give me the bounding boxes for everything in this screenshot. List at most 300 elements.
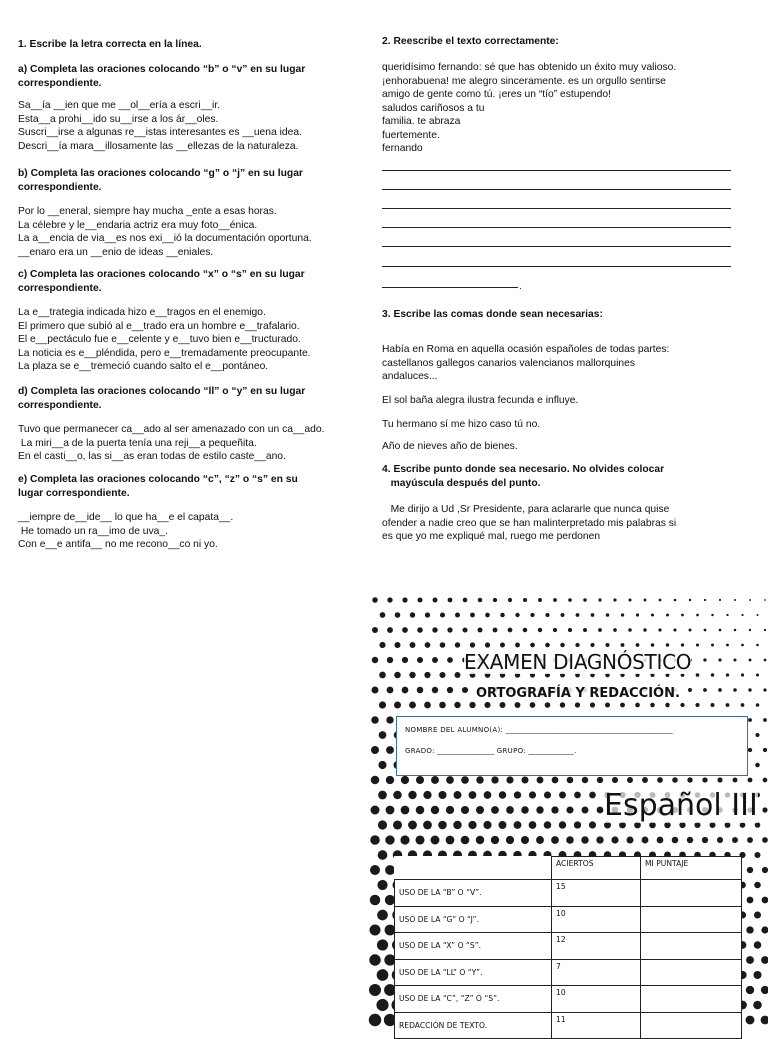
answer-line[interactable]	[382, 208, 731, 209]
decorative-dot	[386, 776, 394, 784]
q2-text-line: fernando	[382, 143, 423, 154]
decorative-dot	[453, 821, 461, 829]
decorative-dot	[754, 882, 761, 889]
q2-text-line: queridísimo fernando: sé que has obtenido un éxito muy valioso.	[382, 62, 677, 73]
topic-cell: USO DE LA “LL” O “Y”.	[395, 959, 552, 986]
decorative-dot	[559, 792, 566, 799]
decorative-dot	[566, 806, 573, 813]
decorative-dot	[409, 672, 415, 678]
decorative-dot	[416, 806, 425, 815]
decorative-dot	[590, 643, 594, 647]
answer-line[interactable]	[382, 227, 731, 228]
decorative-dot	[432, 627, 437, 632]
decorative-dot	[386, 806, 395, 815]
decorative-dot	[696, 673, 700, 677]
decorative-dot	[740, 822, 746, 828]
decorative-dot	[741, 673, 744, 676]
decorative-dot	[440, 642, 446, 648]
decorative-dot	[756, 644, 759, 647]
decorative-dot	[561, 613, 565, 617]
student-name-field[interactable]: NOMBRE DEL ALUMNO(A): ____________________________________________	[405, 726, 673, 734]
decorative-dot	[476, 806, 484, 814]
hits-cell: 15	[552, 880, 641, 907]
decorative-dot	[575, 643, 579, 647]
decorative-dot	[764, 599, 766, 601]
student-info-box	[396, 716, 748, 776]
decorative-dot	[440, 612, 445, 617]
decorative-dot	[762, 897, 768, 904]
decorative-dot	[523, 628, 528, 633]
decorative-dot	[379, 672, 386, 679]
decorative-dot	[393, 820, 402, 829]
question-1-title: 1. Escribe la letra correcta en la línea.	[18, 39, 202, 50]
decorative-dot	[620, 703, 625, 708]
decorative-dot	[545, 643, 550, 648]
decorative-dot	[432, 657, 438, 663]
section-b-instruction: b) Completa las oraciones colocando “g” o “j” en su lugar correspondiente.	[18, 168, 303, 193]
decorative-dot	[529, 821, 537, 829]
decorative-dot	[447, 627, 452, 632]
decorative-dot	[386, 746, 394, 754]
decorative-dot	[591, 613, 595, 617]
decorative-dot	[681, 614, 684, 617]
decorative-dot	[574, 821, 581, 828]
decorative-dot	[711, 644, 714, 647]
decorative-dot	[401, 776, 409, 784]
section-c-line: La noticia es e__pléndida, pero e__tremadamente preocupante.	[18, 347, 311, 359]
decorative-dot	[508, 628, 513, 633]
decorative-dot	[755, 822, 761, 828]
decorative-dot	[566, 836, 574, 844]
section-e-instruction: e) Completa las oraciones colocando “c”, “z” o “s” en su lugar correspondiente.	[18, 474, 298, 499]
decorative-dot	[612, 777, 618, 783]
decorative-dot	[402, 687, 409, 694]
decorative-dot	[689, 629, 692, 632]
decorative-dot	[372, 627, 378, 633]
decorative-dot	[378, 820, 387, 829]
section-c-line: El primero que subió al e__trado era un hombre e__trafalario.	[18, 320, 300, 332]
hits-cell: 11	[552, 1012, 641, 1039]
decorative-dot	[370, 865, 380, 875]
decorative-dot	[484, 791, 492, 799]
decorative-dot	[476, 836, 484, 844]
score-cell[interactable]	[641, 959, 742, 986]
decorative-dot	[688, 688, 692, 692]
decorative-dot	[491, 836, 499, 844]
section-a-line: Esta__a prohi__ido su__irse a los ár__oles.	[18, 113, 219, 125]
decorative-dot	[439, 672, 445, 678]
decorative-dot	[755, 763, 760, 768]
question-3-title: 3. Escribe las comas donde sean necesarias:	[382, 309, 603, 320]
answer-line[interactable]	[382, 266, 731, 267]
topic-cell: REDACCIÓN DE TEXTO.	[395, 1012, 552, 1039]
decorative-dot	[377, 969, 389, 981]
decorative-dot	[626, 836, 633, 843]
decorative-dot	[717, 777, 722, 782]
decorative-dot	[613, 598, 616, 601]
decorative-dot	[425, 612, 430, 617]
decorative-dot	[462, 687, 468, 693]
decorative-dot	[506, 836, 514, 844]
decorative-dot	[500, 642, 505, 647]
decorative-dot	[438, 821, 447, 830]
decorative-dot	[621, 613, 624, 616]
decorative-dot	[644, 599, 647, 602]
decorative-dot	[560, 643, 564, 647]
decorative-dot	[748, 718, 752, 722]
decorative-dot	[719, 599, 721, 601]
decorative-dot	[402, 657, 408, 663]
decorative-dot	[402, 627, 408, 633]
decorative-dot	[447, 687, 453, 693]
decorative-dot	[470, 642, 475, 647]
decorative-dot	[468, 821, 476, 829]
decorative-dot	[747, 867, 753, 873]
decorative-dot	[553, 628, 557, 632]
decorative-dot	[590, 702, 595, 707]
decorative-dot	[423, 791, 431, 799]
decorative-dot	[446, 836, 455, 845]
decorative-dot	[732, 777, 737, 782]
section-c-line: La e__trategia indicada hizo e__tragos en el enemigo.	[18, 307, 266, 318]
decorative-dot	[401, 806, 410, 815]
decorative-dot	[583, 598, 586, 601]
decorative-dot	[433, 598, 438, 603]
q3-item: Año de nieves año de bienes.	[382, 441, 518, 452]
decorative-dot	[372, 657, 379, 664]
decorative-dot	[764, 629, 766, 631]
decorative-dot	[567, 777, 574, 784]
decorative-dot	[582, 807, 589, 814]
decorative-dot	[666, 643, 669, 646]
decorative-dot	[370, 925, 381, 936]
section-a-line: Descri__ía mara__illosamente las __ellezas de la naturaleza.	[18, 140, 299, 152]
decorative-dot	[432, 687, 438, 693]
decorative-dot	[763, 718, 767, 722]
decorative-dot	[455, 613, 460, 618]
decorative-dot	[469, 791, 477, 799]
hits-cell: 10	[552, 906, 641, 933]
decorative-dot	[446, 806, 454, 814]
decorative-dot	[606, 643, 610, 647]
decorative-dot	[763, 748, 767, 752]
decorative-dot	[650, 703, 655, 708]
decorative-dot	[394, 701, 401, 708]
decorative-dot	[636, 613, 639, 616]
score-cell[interactable]	[641, 986, 742, 1013]
table-header-cell: ACIERTOS	[552, 857, 641, 880]
q3-item: Había en Roma en aquella ocasión españoles de todas partes: castellanos gallegos canarios valencianos mallorquines andaluces...	[382, 344, 670, 382]
decorative-dot	[574, 792, 581, 799]
decorative-dot	[756, 673, 759, 676]
decorative-dot	[754, 941, 762, 949]
decorative-dot	[431, 836, 440, 845]
decorative-dot	[717, 837, 723, 843]
decorative-dot	[395, 612, 401, 618]
decorative-dot	[424, 672, 430, 678]
decorative-dot	[455, 672, 461, 678]
decorative-dot	[447, 657, 453, 663]
decorative-dot	[376, 999, 388, 1011]
section-b-line: Por lo __eneral, siempre hay mucha _ente a esas horas.	[18, 206, 277, 217]
decorative-dot	[378, 761, 386, 769]
decorative-dot	[741, 644, 744, 647]
decorative-dot	[484, 702, 490, 708]
decorative-dot	[380, 612, 386, 618]
decorative-dot	[394, 672, 401, 679]
decorative-dot	[446, 776, 454, 784]
section-e-line: He tomado un ra__imo de uva_.	[18, 525, 168, 537]
table-row	[395, 933, 742, 960]
decorative-dot	[379, 731, 387, 739]
decorative-dot	[596, 836, 603, 843]
decorative-dot	[530, 613, 534, 617]
decorative-dot	[438, 791, 446, 799]
decorative-dot	[463, 598, 468, 603]
decorative-dot	[726, 644, 729, 647]
q4-text: Me dirijo a Ud ,Sr Presidente, para aclararle que nunca quise ofender a nadie creo que se han malinterpretado mis palabras si es que yo me expliqué mal, ruego me perdonen	[382, 504, 677, 542]
decorative-dot	[657, 777, 663, 783]
decorative-dot	[417, 687, 424, 694]
q2-text-line: saludos cariñosos a tu	[382, 102, 485, 114]
decorative-dot	[749, 629, 751, 631]
decorative-dot	[521, 836, 529, 844]
decorative-dot	[687, 777, 692, 782]
decorative-dot	[628, 628, 632, 632]
decorative-dot	[719, 629, 722, 632]
decorative-dot	[416, 776, 424, 784]
decorative-dot	[410, 642, 416, 648]
decorative-dot	[627, 777, 633, 783]
decorative-dot	[704, 629, 707, 632]
decorative-dot	[491, 806, 499, 814]
decorative-dot	[659, 599, 662, 602]
decorative-dot	[598, 598, 601, 601]
decorative-dot	[461, 806, 469, 814]
decorative-dot	[499, 702, 505, 708]
decorative-dot	[370, 835, 380, 845]
section-e-line: __iempre de__ide__ lo que ha__e el capata__.	[18, 512, 234, 523]
decorative-dot	[756, 614, 758, 616]
decorative-dot	[628, 598, 631, 601]
decorative-dot	[749, 599, 751, 601]
score-cell[interactable]	[641, 933, 742, 960]
topic-cell: USO DE LA “B” O “V”.	[395, 880, 552, 907]
decorative-dot	[544, 821, 552, 829]
decorative-dot	[575, 702, 580, 707]
decorative-dot	[417, 657, 423, 663]
cover-page	[370, 594, 768, 1030]
decorative-dot	[377, 880, 387, 890]
decorative-dot	[689, 599, 691, 601]
decorative-dot	[461, 836, 470, 845]
decorative-dot	[611, 836, 618, 843]
table-row	[395, 880, 742, 907]
decorative-dot	[393, 791, 402, 800]
decorative-dot	[508, 598, 512, 602]
decorative-dot	[636, 643, 640, 647]
decorative-dot	[559, 821, 566, 828]
decorative-dot	[703, 658, 706, 661]
decorative-dot	[493, 598, 497, 602]
decorative-dot	[485, 642, 490, 647]
decorative-dot	[387, 597, 392, 602]
decorative-dot	[462, 627, 467, 632]
decorative-dot	[606, 613, 610, 617]
decorative-dot	[658, 628, 661, 631]
table-row	[395, 959, 742, 986]
section-d-line: En el casti__o, las si__as eran todas de estilo caste__ano.	[18, 451, 286, 462]
table-header-cell: MI PUNTAJE	[641, 857, 742, 880]
score-cell[interactable]	[641, 880, 742, 907]
answer-line[interactable]	[382, 287, 518, 288]
decorative-dot	[369, 984, 381, 996]
decorative-dot	[747, 897, 754, 904]
section-b-line: La célebre y le__endaria actriz era muy foto__énica.	[18, 219, 258, 231]
decorative-dot	[431, 776, 439, 784]
decorative-dot	[454, 702, 460, 708]
decorative-dot	[483, 821, 491, 829]
decorative-dot	[417, 597, 422, 602]
decorative-dot	[410, 612, 415, 617]
score-table	[394, 856, 742, 1039]
decorative-dot	[756, 703, 760, 707]
decorative-dot	[500, 613, 505, 618]
decorative-dot	[613, 628, 617, 632]
decorative-dot	[642, 777, 648, 783]
decorative-dot	[417, 627, 423, 633]
decorative-dot	[748, 748, 752, 752]
decorative-dot	[454, 791, 462, 799]
decorative-dot	[425, 642, 431, 648]
decorative-dot	[394, 642, 400, 648]
decorative-dot	[387, 627, 393, 633]
decorative-dot	[741, 703, 745, 707]
decorative-dot	[746, 956, 754, 964]
decorative-dot	[499, 821, 507, 829]
decorative-dot	[762, 807, 767, 812]
decorative-dot	[379, 642, 385, 648]
score-cell[interactable]	[641, 906, 742, 933]
decorative-dot	[597, 777, 603, 783]
decorative-dot	[538, 598, 542, 602]
decorative-dot	[529, 791, 536, 798]
decorative-dot	[478, 628, 483, 633]
decorative-dot	[643, 628, 646, 631]
decorative-dot	[703, 688, 707, 692]
decorative-dot	[748, 778, 753, 783]
answer-line[interactable]	[382, 189, 731, 190]
question-4-title: 4. Escribe punto donde sea necesario. No olvides colocar mayúscula después del punto.	[382, 464, 665, 489]
decorative-dot	[732, 837, 738, 843]
decorative-dot	[470, 613, 475, 618]
question-2-title: 2. Reescribe el texto correctamente:	[382, 36, 559, 47]
decorative-dot	[605, 703, 610, 708]
decorative-dot	[499, 791, 507, 799]
decorative-dot	[589, 792, 596, 799]
decorative-dot	[576, 613, 580, 617]
decorative-dot	[726, 673, 729, 676]
q2-text-line: amigo de gente como tú. ¡eres un “tío” estupendo!	[382, 89, 611, 100]
decorative-dot	[583, 628, 587, 632]
hits-cell: 10	[552, 986, 641, 1013]
decorative-dot	[754, 852, 760, 858]
decorative-dot	[560, 702, 565, 707]
decorative-dot	[726, 614, 728, 616]
decorative-dot	[657, 837, 664, 844]
topic-cell: USO DE LA “X” O “S”.	[395, 933, 552, 960]
decorative-dot	[734, 599, 736, 601]
decorative-dot	[746, 1016, 755, 1025]
decorative-dot	[651, 613, 654, 616]
decorative-dot	[400, 835, 409, 844]
decorative-dot	[761, 926, 768, 933]
decorative-dot	[764, 659, 767, 662]
decorative-dot	[718, 688, 722, 692]
decorative-dot	[666, 614, 669, 617]
table-row	[395, 906, 742, 933]
decorative-dot	[672, 777, 678, 783]
score-cell[interactable]	[641, 1012, 742, 1039]
q3-item: Tu hermano sí me hizo caso tú no.	[382, 419, 541, 430]
exam-subtitle: ORTOGRAFÍA Y REDACCIÓN.	[476, 686, 680, 701]
decorative-dot	[761, 1016, 768, 1025]
q2-text-line: ¡enhorabuena! me alegro sinceramente. es un orgullo sentirse	[382, 75, 666, 87]
decorative-dot	[702, 777, 707, 782]
section-a-line: Sa__ía __ien que me __ol__ería a escri__ir.	[18, 100, 221, 111]
decorative-dot	[379, 701, 386, 708]
decorative-dot	[635, 703, 640, 708]
decorative-dot	[431, 806, 439, 814]
q2-text-line: fuertemente.	[382, 129, 440, 141]
decorative-dot	[696, 643, 699, 646]
hits-cell: 7	[552, 959, 641, 986]
decorative-dot	[749, 659, 752, 662]
decorative-dot	[514, 791, 521, 798]
section-d-line: La miri__a de la puerta tenía una reji__a pequeñita.	[18, 437, 257, 449]
section-b-line: __enaro era un __enio de ideas __eniales.	[18, 246, 214, 258]
decorative-dot	[681, 643, 684, 646]
decorative-dot	[545, 702, 551, 708]
decorative-dot	[476, 776, 483, 783]
answer-line[interactable]	[382, 170, 731, 171]
topic-cell: USO DE LA “G” O “J”.	[395, 906, 552, 933]
section-c-line: El e__pectáculo fue e__celente y e__tuvo bien e__tructurado.	[18, 334, 301, 345]
decorative-dot	[523, 598, 527, 602]
decorative-dot	[665, 703, 669, 707]
decorative-dot	[651, 643, 655, 647]
grade-group-field[interactable]: GRADO: _______________ GRUPO: ____________.	[405, 747, 577, 755]
decorative-dot	[515, 613, 519, 617]
decorative-dot	[711, 673, 714, 676]
decorative-dot	[409, 702, 416, 709]
decorative-dot	[726, 703, 730, 707]
decorative-dot	[370, 895, 380, 905]
answer-line[interactable]	[382, 246, 731, 247]
decorative-dot	[371, 716, 379, 724]
decorative-dot	[642, 837, 649, 844]
section-c-line: La plaza se e__tremeció cuando salto el e__pontáneo.	[18, 361, 269, 372]
decorative-dot	[597, 807, 604, 814]
decorative-dot	[372, 597, 378, 603]
decorative-dot	[515, 702, 521, 708]
decorative-dot	[734, 629, 737, 632]
section-a-line: Suscri__irse a algunas re__istas interesantes es __uena idea.	[18, 127, 302, 138]
decorative-dot	[741, 614, 743, 616]
decorative-dot	[448, 598, 453, 603]
decorative-dot	[491, 776, 498, 783]
decorative-dot	[696, 614, 699, 617]
